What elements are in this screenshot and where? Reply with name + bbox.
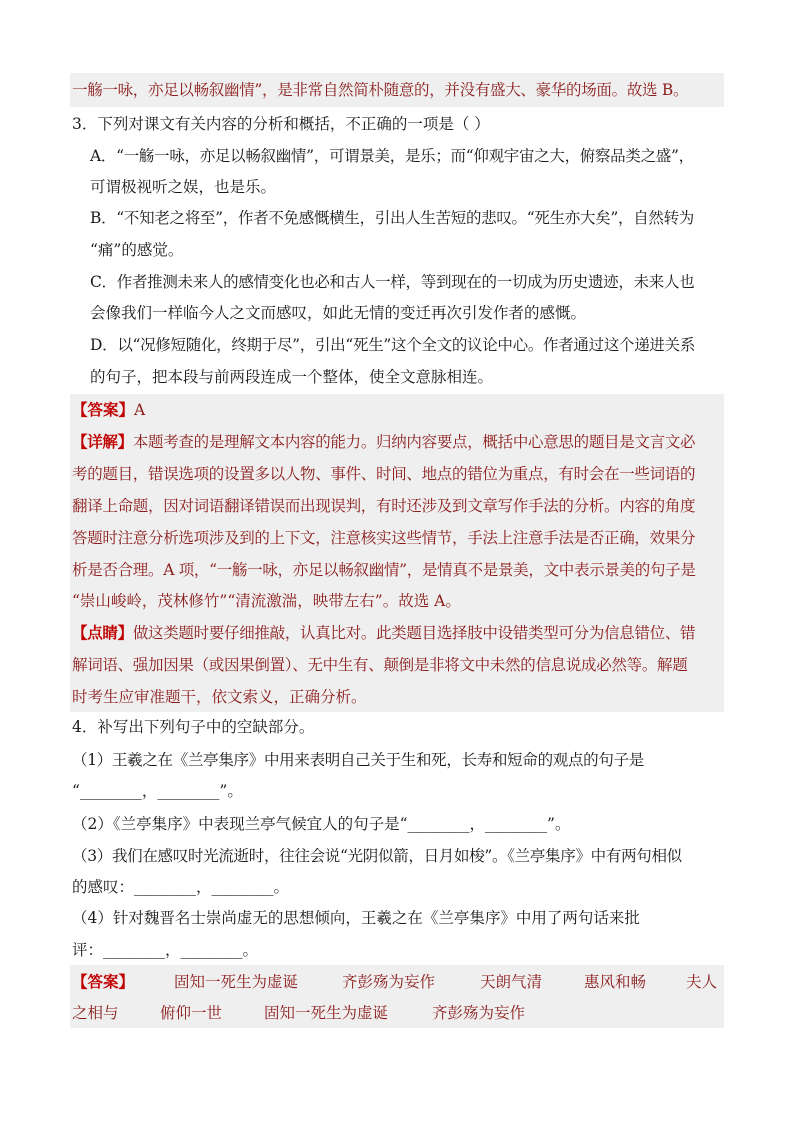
q4-item4-line2: 评：________，________。 — [72, 941, 259, 959]
q4-item3-line1: （3）我们在感叹时光流逝时，往往会说“光阴似箭，日月如梭”。《兰亭集序》中有两句相似 — [72, 847, 682, 865]
q4-stem: 4．补写出下列句子中的空缺部分。 — [72, 718, 315, 736]
q3-option-d-line2: 的句子，把本段与前两段连成一个整体，使全文意脉相连。 — [90, 368, 494, 386]
q3-detail-line2: 考的题目，错误选项的设置多以人物、事件、时间、地点的错位为重点，有时会在一些词语的 — [72, 465, 696, 483]
answer-tag: 【答案】 — [72, 972, 135, 991]
previous-answer-tail: 一觞一咏，亦足以畅叙幽情”，是非常自然简朴随意的，并没有盛大、豪华的场面。故选 B。 — [72, 81, 689, 99]
q3-option-c-line2: 会像我们一样临今人之文而感叹，如此无情的变迁再次引发作者的感慨。 — [90, 304, 587, 322]
q3-detail-line3: 翻译上命题，因对词语翻译错误而出现误判，有时还涉及到文章写作手法的分析。内容的角度 — [72, 497, 696, 515]
q4-item1-line1: （1）王羲之在《兰亭集序》中用来表明自己关于生和死，长寿和短命的观点的句子是 — [72, 751, 644, 769]
answer-item: 天朗气清 — [480, 973, 543, 991]
q4-answer-row1 — [72, 966, 722, 998]
q3-option-b-line2: “痛”的感觉。 — [90, 241, 184, 259]
answer-item: 夫人 — [686, 973, 718, 991]
q4-item4-line1: （4）针对魏晋名士崇尚虚无的思想倾向，王羲之在《兰亭集序》中用了两句话来批 — [72, 909, 640, 927]
answer-item: 齐彭殇为妄作 — [432, 1004, 526, 1022]
q3-option-a-line2: 可谓极视听之娱，也是乐。 — [90, 178, 277, 196]
answer-item: 齐彭殇为妄作 — [342, 973, 436, 991]
q3-tip-line2: 解词语、强加因果（或因果倒置）、无中生有、颠倒是非将文中未然的信息说成必然等。解题 — [72, 656, 688, 674]
q3-detail-line1 — [72, 426, 722, 458]
answer-value: A — [134, 401, 146, 419]
q3-tip-line1 — [72, 617, 722, 649]
detail-text: 本题考查的是理解文本内容的能力。归纳内容要点，概括中心意思的题目是文言文必 — [132, 433, 696, 451]
q3-option-d-line1: D．以“况修短随化，终期于尽”，引出“死生”这个全文的议论中心。作者通过这个递进关系 — [90, 336, 696, 354]
answer-item: 固知一死生为虚诞 — [174, 973, 299, 991]
q3-stem: 3．下列对课文有关内容的分析和概括，不正确的一项是（ ） — [72, 115, 490, 133]
answer-item: 之相与 — [72, 1004, 119, 1022]
q3-tip-line3: 时考生应审准题干，依文索义，正确分析。 — [72, 688, 367, 706]
answer-item: 固知一死生为虚诞 — [264, 1004, 389, 1022]
q3-option-c-line1: C．作者推测未来人的感情变化也必和古人一样，等到现在的一切成为历史遗迹，未来人也 — [90, 273, 695, 291]
q4-answer-row2 — [72, 997, 722, 1029]
q3-detail-line4: 答题时注意分析选项涉及到的上下文，注意核实这些情节，手法上注意手法是否正确，效果分 — [72, 529, 696, 547]
tip-tag: 【点睛】 — [72, 623, 133, 642]
detail-tag: 【详解】 — [72, 432, 133, 451]
q4-item3-line2: 的感叹：________，________。 — [72, 878, 290, 896]
answer-tag: 【答案】 — [72, 400, 135, 419]
q3-detail-line5: 析是否合理。A 项，“一觞一咏，亦足以畅叙幽情”，是情真不是景美，文中表示景美的句子是 — [72, 561, 696, 579]
q4-item2: （2）《兰亭集序》中表现兰亭气候宜人的句子是“________，________”。 — [72, 815, 571, 833]
answer-item: 俯仰一世 — [160, 1004, 223, 1022]
q4-item1-line2: “________，________”。 — [72, 782, 243, 800]
q3-answer — [72, 394, 722, 426]
q3-option-b-line1: B．“不知老之将至”，作者不免感慨横生，引出人生苦短的悲叹。“死生亦大矣”，自然转为 — [90, 209, 694, 227]
answer-item: 惠风和畅 — [584, 973, 647, 991]
q3-option-a-line1: A．“一觞一咏，亦足以畅叙幽情”，可谓景美，是乐；而“仰观宇宙之大，俯察品类之盛”， — [90, 147, 694, 165]
q3-detail-line6: “崇山峻岭，茂林修竹”“清流激湍，映带左右”。故选 A。 — [72, 592, 461, 610]
tip-text: 做这类题时要仔细推敲，认真比对。此类题目选择肢中设错类型可分为信息错位、错 — [132, 624, 696, 642]
